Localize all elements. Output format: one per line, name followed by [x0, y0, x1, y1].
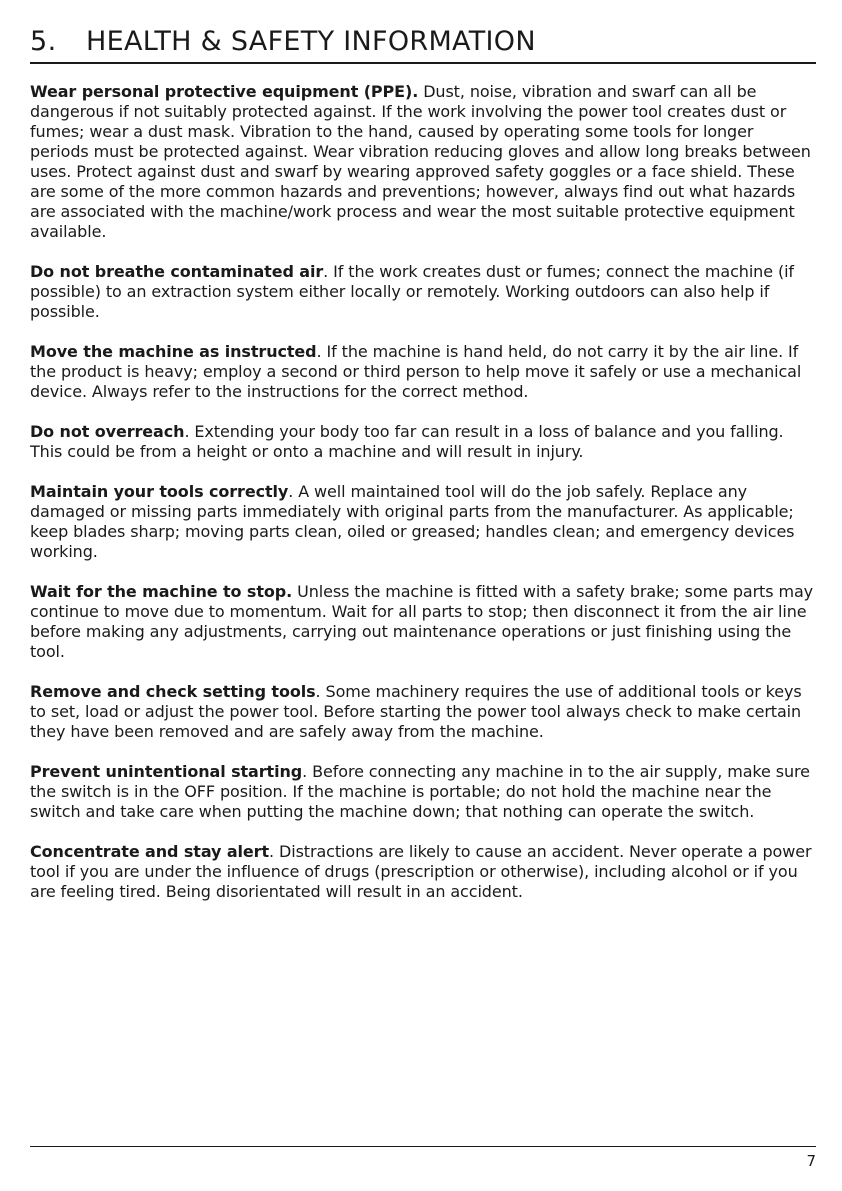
paragraph-body: . Before connecting any machine in to the air supply, make sure the switch is in the OFF position. If the machine is portable; do not hold the machine near the switch and take care when putting the machine down; that nothing can operate the switch.	[30, 762, 810, 821]
paragraph-lead: Do not overreach	[30, 422, 185, 441]
paragraph-setting-tools	[30, 682, 816, 742]
paragraph-body: . Distractions are likely to cause an accident. Never operate a power tool if you are under the influence of drugs (prescription or otherwise), including alcohol or if you are feeling tired. Being disorientated will result in an accident.	[30, 842, 812, 901]
paragraph-body: Dust, noise, vibration and swarf can all be dangerous if not suitably protected against. If the work involving the power tool creates dust or fumes; wear a dust mask. Vibration to the hand, caused by operating some tools for longer periods must be protected against. Wear vibration reducing gloves and allow long breaks between uses. Protect against dust and swarf by wearing approved safety goggles or a face shield. These are some of the more common hazards and preventions; however, always find out what hazards are associated with the machine/work process and wear the most suitable protective equipment available.	[30, 82, 811, 241]
document-page	[30, 26, 816, 922]
paragraph-stay-alert	[30, 842, 816, 902]
paragraph-lead: Wear personal protective equipment (PPE).	[30, 82, 419, 101]
paragraph-wait-stop	[30, 582, 816, 662]
paragraph-ppe	[30, 82, 816, 242]
paragraph-body: Unless the machine is fitted with a safety brake; some parts may continue to move due to momentum. Wait for all parts to stop; then disconnect it from the air line before making any adjustments, carrying out maintenance operations or just finishing using the tool.	[30, 582, 814, 661]
section-number: 5.	[30, 26, 57, 57]
paragraph-lead: Wait for the machine to stop.	[30, 582, 293, 601]
paragraph-body: . Some machinery requires the use of additional tools or keys to set, load or adjust the power tool. Before starting the power tool always check to make certain they have been removed and are safely away from the machine.	[30, 682, 802, 741]
paragraph-move-machine	[30, 342, 816, 402]
section-title: HEALTH & SAFETY INFORMATION	[86, 26, 536, 57]
paragraph-maintain-tools	[30, 482, 816, 562]
page-footer	[30, 1146, 816, 1170]
paragraph-overreach	[30, 422, 816, 462]
paragraph-lead: Maintain your tools correctly	[30, 482, 289, 501]
paragraph-lead: Move the machine as instructed	[30, 342, 317, 361]
paragraph-body: . If the work creates dust or fumes; connect the machine (if possible) to an extraction system either locally or remotely. Working outdoors can also help if possible.	[30, 262, 794, 321]
paragraph-lead: Remove and check setting tools	[30, 682, 316, 701]
section-header	[30, 26, 816, 64]
paragraph-lead: Concentrate and stay alert	[30, 842, 270, 861]
paragraph-body: . A well maintained tool will do the job safely. Replace any damaged or missing parts immediately with original parts from the manufacturer. As applicable; keep blades sharp; moving parts clean, oiled or greased; handles clean; and emergency devices working.	[30, 482, 795, 561]
paragraph-contaminated-air	[30, 262, 816, 322]
paragraph-body: . Extending your body too far can result in a loss of balance and you falling. This could be from a height or onto a machine and will result in injury.	[30, 422, 784, 461]
page-number: 7	[806, 1152, 816, 1170]
paragraph-unintentional-start	[30, 762, 816, 822]
paragraph-body: . If the machine is hand held, do not carry it by the air line. If the product is heavy; employ a second or third person to help move it safely or use a mechanical device. Always refer to the instructions for the correct method.	[30, 342, 802, 401]
paragraph-lead: Prevent unintentional starting	[30, 762, 303, 781]
paragraph-lead: Do not breathe contaminated air	[30, 262, 324, 281]
